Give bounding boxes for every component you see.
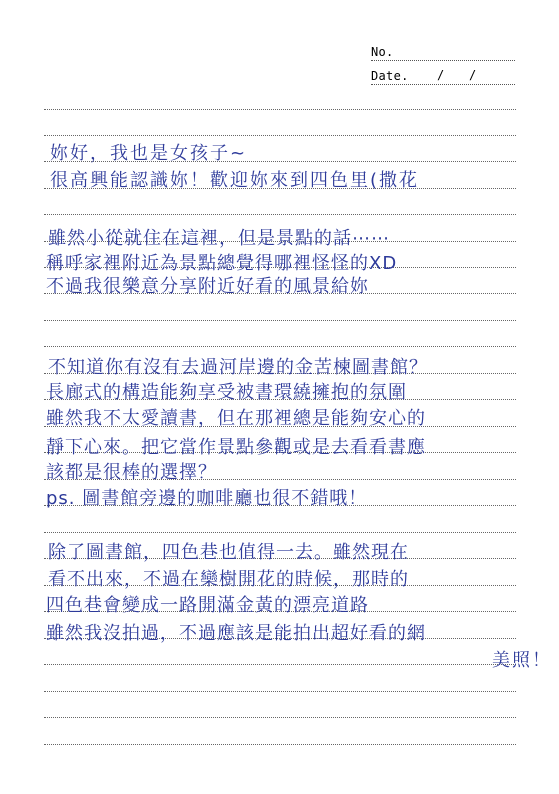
handwritten-line: 四色巷會變成一路開滿金黃的漂亮道路 <box>46 595 369 616</box>
handwritten-line: 稱呼家裡附近為景點總覺得哪裡怪怪的XD <box>46 253 398 274</box>
handwritten-line: 妳好，我也是女孩子~ <box>50 143 248 164</box>
ruled-line <box>44 109 516 110</box>
ruled-line <box>44 717 516 718</box>
handwritten-line: 長廊式的構造能夠享受被書環繞擁抱的氛圍 <box>46 382 407 403</box>
handwritten-line: 雖然我不太愛讀書，但在那裡總是能夠安心的 <box>46 408 426 429</box>
handwritten-line: 不過我很樂意分享附近好看的風景給妳 <box>46 276 369 297</box>
ruled-line <box>44 346 516 347</box>
date-separator-1: / <box>437 68 445 82</box>
no-label: No. <box>371 45 394 59</box>
ruled-line <box>44 135 516 136</box>
handwritten-line: ps. 圖書館旁邊的咖啡廳也很不錯哦！ <box>46 488 368 509</box>
ruled-line <box>44 532 516 533</box>
ruled-line <box>44 320 516 321</box>
date-separator-2: / <box>469 68 477 82</box>
ruled-line <box>44 664 516 665</box>
handwritten-line: 雖然小從就住在這裡，但是景點的話⋯⋯ <box>48 228 390 249</box>
ruled-line <box>44 691 516 692</box>
ruled-line <box>44 744 516 745</box>
handwritten-line: 看不出來，不過在欒樹開花的時候，那時的 <box>48 569 409 590</box>
handwritten-line: 美照！ <box>492 650 552 671</box>
handwritten-line: 很高興能認識妳！歡迎妳來到四色里(撒花 <box>50 170 420 191</box>
handwritten-line: 雖然我沒拍過，不過應該是能拍出超好看的網 <box>46 623 426 644</box>
handwritten-line: 靜下心來。把它當作景點參觀或是去看看書應 <box>46 437 426 458</box>
ruled-line <box>44 214 516 215</box>
handwritten-line: 不知道你有沒有去過河岸邊的金苦楝圖書館？ <box>48 357 428 378</box>
handwritten-line: 該都是很棒的選擇？ <box>46 462 217 483</box>
date-label: Date. <box>371 69 409 83</box>
date-underline <box>371 84 515 85</box>
handwritten-line: 除了圖書館，四色巷也值得一去。雖然現在 <box>48 542 409 563</box>
no-underline <box>371 60 515 61</box>
